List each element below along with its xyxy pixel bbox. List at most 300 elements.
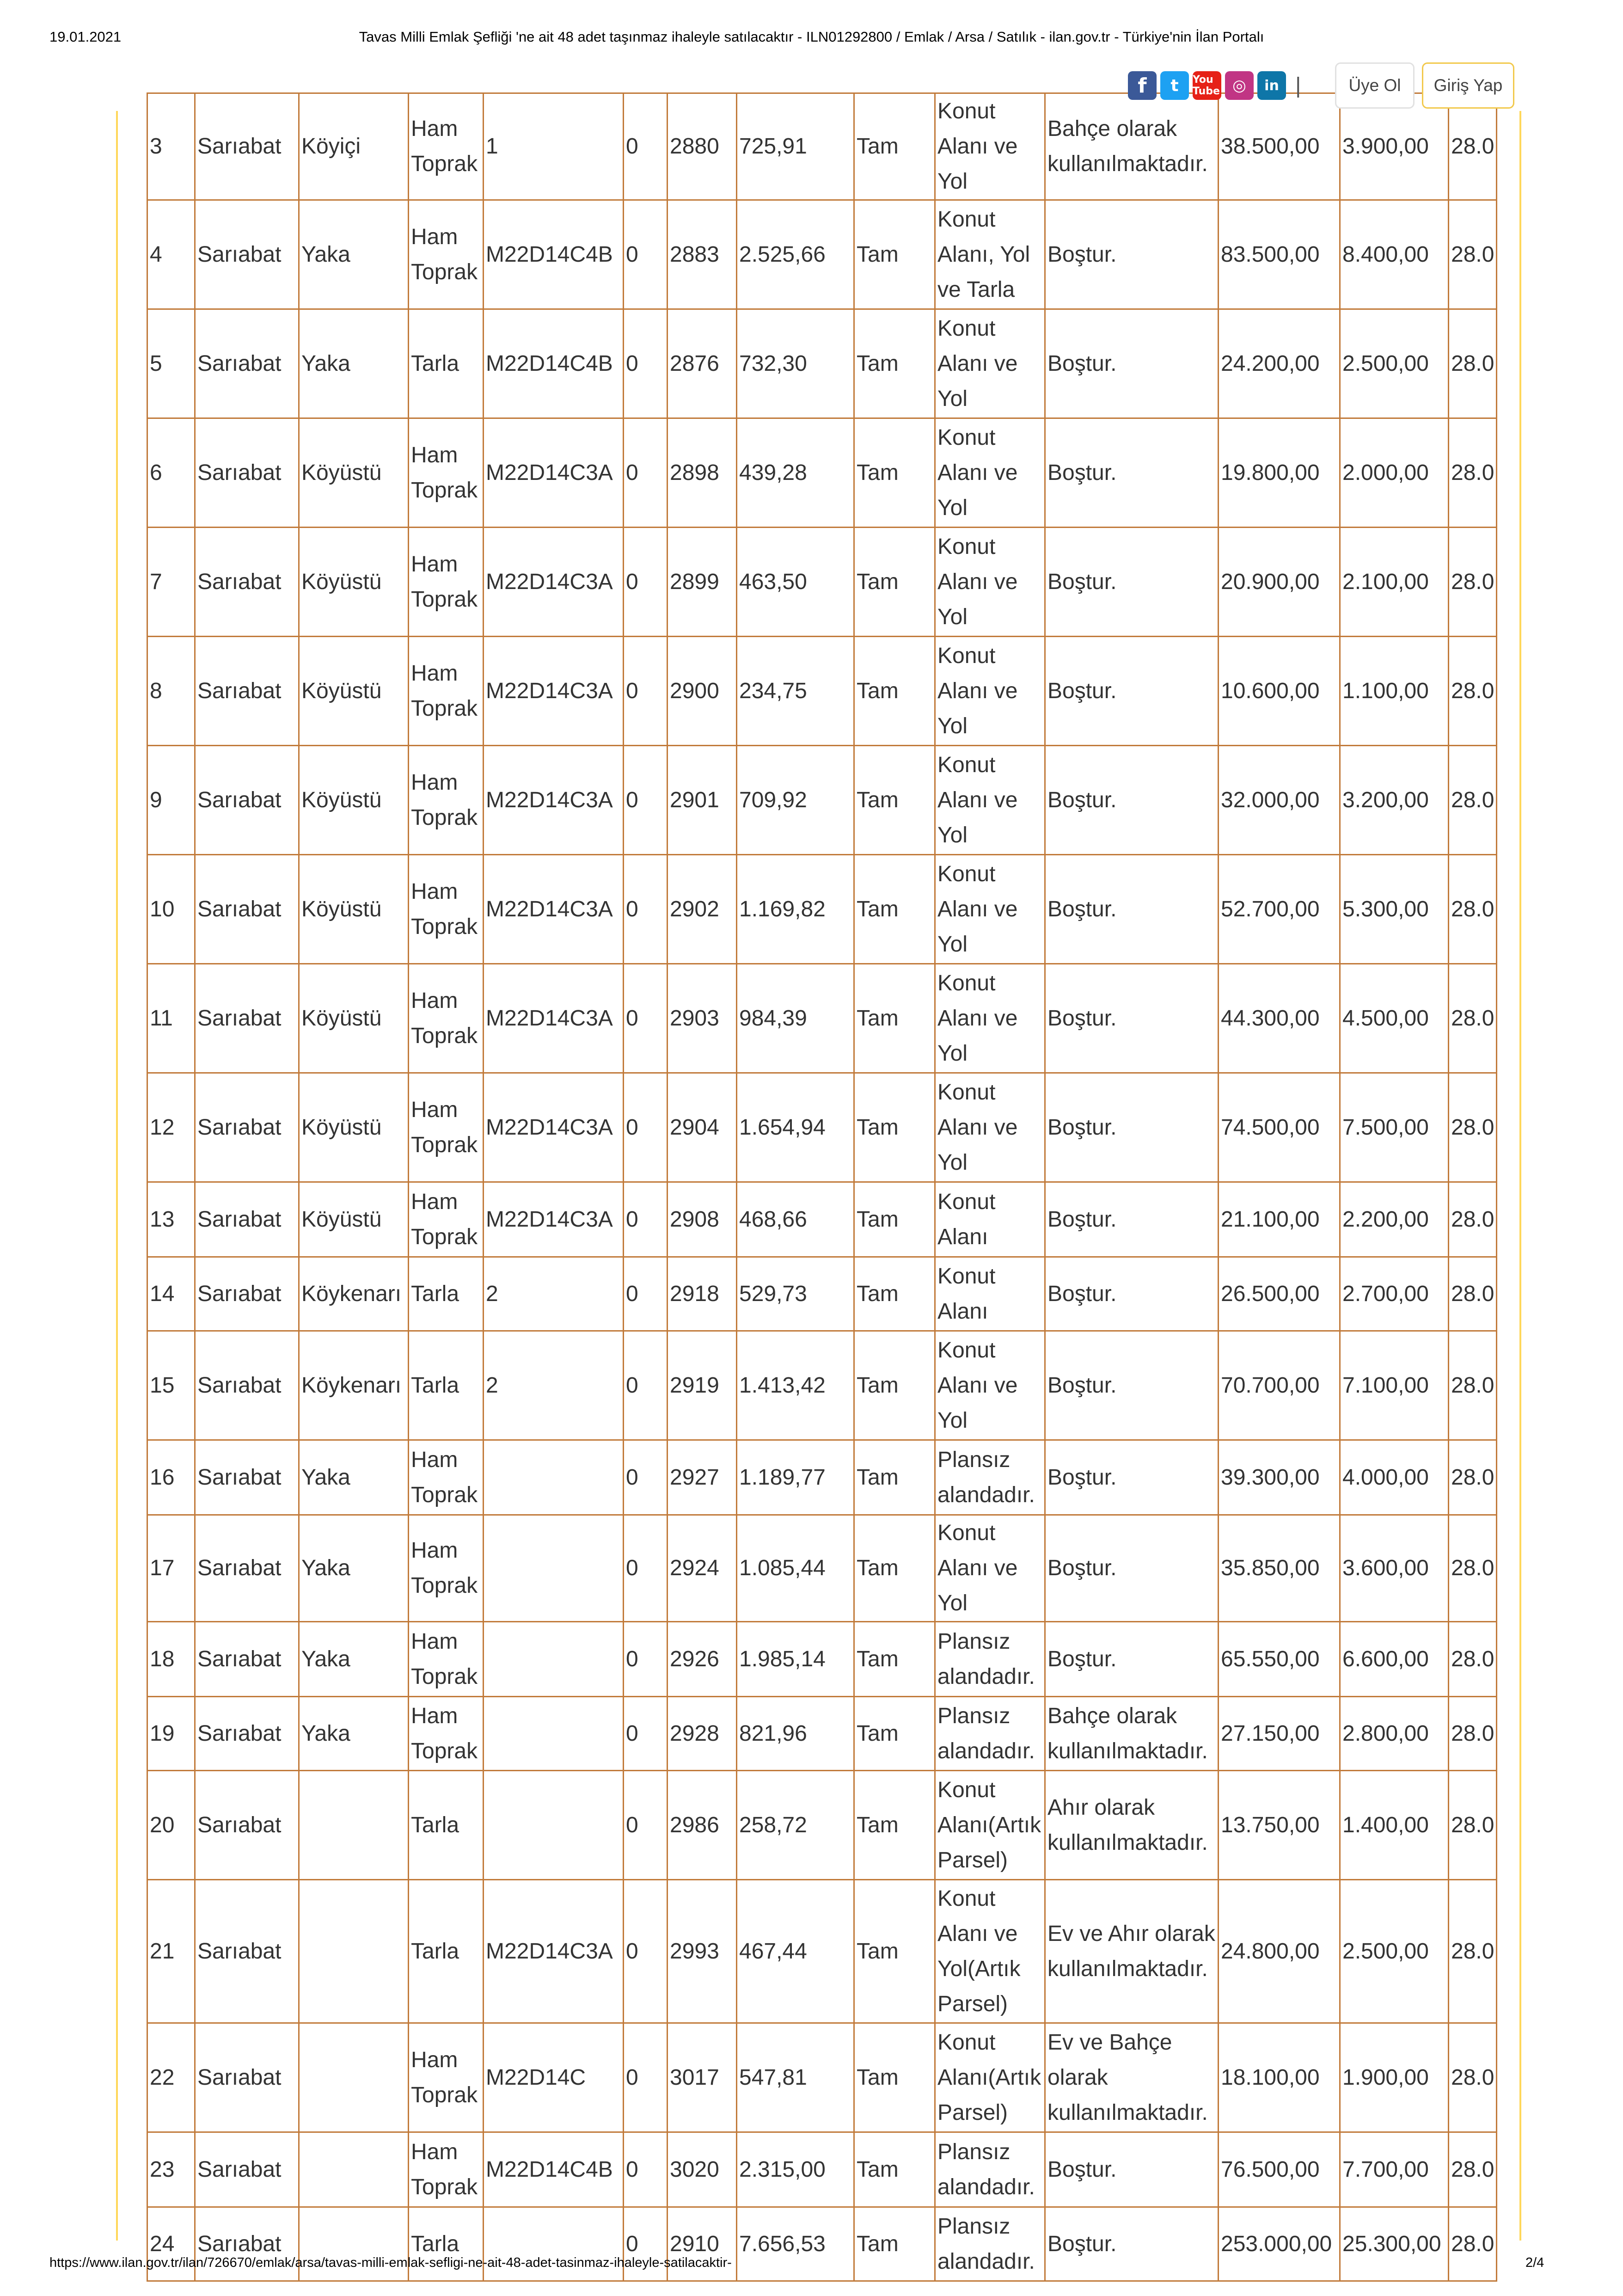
cell-area: 463,50 — [737, 528, 854, 637]
cell-sheet — [484, 1440, 624, 1515]
cell-share: Tam — [854, 1880, 935, 2023]
cell-date: 28.0 — [1449, 964, 1497, 1073]
cell-locality — [299, 1880, 409, 2023]
cell-village: Sarıabat — [195, 1880, 299, 2023]
cell-parcel: 2928 — [668, 1697, 737, 1771]
cell-share: Tam — [854, 637, 935, 746]
cell-block: 0 — [624, 1073, 668, 1182]
cell-date: 28.0 — [1449, 418, 1497, 528]
cell-parcel: 2898 — [668, 418, 737, 528]
print-page-number: 2/4 — [1525, 2255, 1544, 2270]
cell-block: 0 — [624, 2207, 668, 2281]
cell-block: 0 — [624, 1771, 668, 1880]
cell-price: 24.200,00 — [1219, 309, 1340, 418]
cell-deposit: 2.100,00 — [1340, 528, 1449, 637]
cell-no: 3 — [147, 93, 195, 200]
cell-zoning: Konut Alanı — [935, 1257, 1045, 1331]
cell-quality: Ham Toprak — [409, 1440, 484, 1515]
cell-village: Sarıabat — [195, 93, 299, 200]
cell-parcel: 2903 — [668, 964, 737, 1073]
register-button[interactable]: Üye Ol — [1335, 62, 1415, 109]
cell-block: 0 — [624, 1515, 668, 1622]
cell-price: 76.500,00 — [1219, 2132, 1340, 2207]
table-row — [147, 1880, 1497, 2023]
cell-sheet: M22D14C3A — [484, 1073, 624, 1182]
cell-sheet — [484, 1622, 624, 1697]
login-button[interactable]: Giriş Yap — [1422, 62, 1514, 109]
cell-zoning: Konut Alanı ve Yol — [935, 528, 1045, 637]
cell-locality — [299, 2023, 409, 2132]
table-row — [147, 2023, 1497, 2132]
cell-locality — [299, 1771, 409, 1880]
cell-block: 0 — [624, 1440, 668, 1515]
cell-quality: Tarla — [409, 1331, 484, 1440]
cell-share: Tam — [854, 2023, 935, 2132]
cell-share: Tam — [854, 964, 935, 1073]
cell-parcel: 2910 — [668, 2207, 737, 2281]
cell-area: 732,30 — [737, 309, 854, 418]
cell-date: 28.0 — [1449, 1073, 1497, 1182]
cell-status: Boştur. — [1045, 528, 1219, 637]
cell-deposit: 1.400,00 — [1340, 1771, 1449, 1880]
cell-locality: Köyüstü — [299, 1182, 409, 1257]
cell-price: 32.000,00 — [1219, 746, 1340, 855]
cell-block: 0 — [624, 2132, 668, 2207]
cell-locality: Yaka — [299, 1515, 409, 1622]
cell-village: Sarıabat — [195, 1697, 299, 1771]
cell-price: 20.900,00 — [1219, 528, 1340, 637]
cell-deposit: 2.500,00 — [1340, 309, 1449, 418]
cell-zoning: Plansız alandadır. — [935, 2132, 1045, 2207]
cell-area: 1.413,42 — [737, 1331, 854, 1440]
cell-date: 28.0 — [1449, 528, 1497, 637]
cell-block: 0 — [624, 855, 668, 964]
table-row — [147, 2132, 1497, 2207]
cell-share: Tam — [854, 746, 935, 855]
cell-sheet — [484, 1515, 624, 1622]
cell-price: 13.750,00 — [1219, 1771, 1340, 1880]
cell-block: 0 — [624, 1697, 668, 1771]
cell-parcel: 2900 — [668, 637, 737, 746]
cell-deposit: 1.900,00 — [1340, 2023, 1449, 2132]
print-url: https://www.ilan.gov.tr/ilan/726670/emlak/arsa/tavas-milli-emlak-sefligi-ne-ait-48-adet-tasinmaz-ihaleyle-satilacaktir- — [49, 2255, 732, 2270]
cell-zoning: Konut Alanı ve Yol — [935, 418, 1045, 528]
cell-deposit: 7.100,00 — [1340, 1331, 1449, 1440]
cell-locality: Köyüstü — [299, 964, 409, 1073]
cell-sheet: 2 — [484, 1331, 624, 1440]
cell-quality: Ham Toprak — [409, 1622, 484, 1697]
cell-price: 26.500,00 — [1219, 1257, 1340, 1331]
table-row — [147, 1257, 1497, 1331]
social-separator: | — [1295, 73, 1301, 98]
parcel-table — [147, 92, 1497, 2282]
cell-quality: Ham Toprak — [409, 418, 484, 528]
cell-area: 2.525,66 — [737, 200, 854, 309]
cell-locality: Yaka — [299, 1697, 409, 1771]
cell-zoning: Konut Alanı ve Yol(Artık Parsel) — [935, 1880, 1045, 2023]
cell-date: 28.0 — [1449, 2132, 1497, 2207]
cell-village: Sarıabat — [195, 2207, 299, 2281]
cell-status: Boştur. — [1045, 1515, 1219, 1622]
cell-date: 28.0 — [1449, 746, 1497, 855]
cell-quality: Ham Toprak — [409, 1515, 484, 1622]
cell-deposit: 2.500,00 — [1340, 1880, 1449, 2023]
cell-share: Tam — [854, 2207, 935, 2281]
cell-price: 70.700,00 — [1219, 1331, 1340, 1440]
cell-share: Tam — [854, 1771, 935, 1880]
cell-sheet: M22D14C4B — [484, 200, 624, 309]
cell-quality: Tarla — [409, 2207, 484, 2281]
cell-price: 83.500,00 — [1219, 200, 1340, 309]
cell-no: 10 — [147, 855, 195, 964]
cell-block: 0 — [624, 1331, 668, 1440]
cell-block: 0 — [624, 746, 668, 855]
cell-locality: Yaka — [299, 1622, 409, 1697]
cell-no: 22 — [147, 2023, 195, 2132]
table-row — [147, 1697, 1497, 1771]
cell-price: 27.150,00 — [1219, 1697, 1340, 1771]
cell-sheet: M22D14C4B — [484, 2132, 624, 2207]
cell-price: 38.500,00 — [1219, 93, 1340, 200]
cell-no: 15 — [147, 1331, 195, 1440]
cell-status: Boştur. — [1045, 2132, 1219, 2207]
cell-parcel: 2924 — [668, 1515, 737, 1622]
cell-status: Boştur. — [1045, 1440, 1219, 1515]
cell-status: Boştur. — [1045, 200, 1219, 309]
cell-status: Boştur. — [1045, 2207, 1219, 2281]
table-row — [147, 964, 1497, 1073]
cell-sheet: M22D14C — [484, 2023, 624, 2132]
cell-sheet: 2 — [484, 1257, 624, 1331]
cell-date: 28.0 — [1449, 2207, 1497, 2281]
cell-locality: Köyüstü — [299, 418, 409, 528]
cell-no: 4 — [147, 200, 195, 309]
cell-area: 7.656,53 — [737, 2207, 854, 2281]
cell-block: 0 — [624, 93, 668, 200]
cell-sheet: M22D14C3A — [484, 528, 624, 637]
cell-no: 14 — [147, 1257, 195, 1331]
cell-parcel: 2883 — [668, 200, 737, 309]
print-header — [0, 0, 1623, 65]
cell-block: 0 — [624, 2023, 668, 2132]
cell-status: Boştur. — [1045, 964, 1219, 1073]
cell-no: 19 — [147, 1697, 195, 1771]
cell-village: Sarıabat — [195, 1182, 299, 1257]
youtube-icon[interactable]: You Tube — [1193, 71, 1221, 100]
cell-zoning: Konut Alanı(Artık Parsel) — [935, 2023, 1045, 2132]
cell-no: 24 — [147, 2207, 195, 2281]
cell-block: 0 — [624, 964, 668, 1073]
cell-area: 1.654,94 — [737, 1073, 854, 1182]
cell-area: 1.189,77 — [737, 1440, 854, 1515]
cell-sheet: M22D14C3A — [484, 1880, 624, 2023]
print-footer — [0, 2247, 1623, 2296]
cell-share: Tam — [854, 855, 935, 964]
cell-locality: Köyüstü — [299, 855, 409, 964]
table-row — [147, 1515, 1497, 1622]
table-row — [147, 309, 1497, 418]
cell-status: Bahçe olarak kullanılmaktadır. — [1045, 1697, 1219, 1771]
cell-status: Boştur. — [1045, 309, 1219, 418]
cell-sheet: M22D14C3A — [484, 1182, 624, 1257]
cell-share: Tam — [854, 1073, 935, 1182]
cell-deposit: 4.500,00 — [1340, 964, 1449, 1073]
cell-date: 28.0 — [1449, 1697, 1497, 1771]
cell-parcel: 2919 — [668, 1331, 737, 1440]
cell-sheet: M22D14C3A — [484, 855, 624, 964]
cell-block: 0 — [624, 200, 668, 309]
cell-date: 28.0 — [1449, 93, 1497, 200]
cell-block: 0 — [624, 1182, 668, 1257]
cell-area: 547,81 — [737, 2023, 854, 2132]
instagram-icon[interactable]: ◎ — [1225, 71, 1254, 100]
table-row — [147, 1073, 1497, 1182]
cell-price: 52.700,00 — [1219, 855, 1340, 964]
cell-village: Sarıabat — [195, 1073, 299, 1182]
cell-share: Tam — [854, 1440, 935, 1515]
cell-deposit: 2.000,00 — [1340, 418, 1449, 528]
cell-zoning: Konut Alanı(Artık Parsel) — [935, 1771, 1045, 1880]
cell-share: Tam — [854, 93, 935, 200]
cell-deposit: 5.300,00 — [1340, 855, 1449, 964]
cell-zoning: Konut Alanı ve Yol — [935, 1331, 1045, 1440]
cell-village: Sarıabat — [195, 2023, 299, 2132]
cell-quality: Ham Toprak — [409, 746, 484, 855]
cell-block: 0 — [624, 1257, 668, 1331]
cell-date: 28.0 — [1449, 2023, 1497, 2132]
cell-no: 6 — [147, 418, 195, 528]
cell-status: Ev ve Bahçe olarak kullanılmaktadır. — [1045, 2023, 1219, 2132]
cell-price: 18.100,00 — [1219, 2023, 1340, 2132]
cell-parcel: 2986 — [668, 1771, 737, 1880]
cell-deposit: 7.500,00 — [1340, 1073, 1449, 1182]
cell-area: 2.315,00 — [737, 2132, 854, 2207]
cell-area: 258,72 — [737, 1771, 854, 1880]
table-row — [147, 418, 1497, 528]
cell-share: Tam — [854, 1697, 935, 1771]
cell-zoning: Konut Alanı ve Yol — [935, 1515, 1045, 1622]
cell-share: Tam — [854, 528, 935, 637]
cell-date: 28.0 — [1449, 637, 1497, 746]
cell-village: Sarıabat — [195, 746, 299, 855]
cell-price: 253.000,00 — [1219, 2207, 1340, 2281]
cell-deposit: 2.200,00 — [1340, 1182, 1449, 1257]
cell-locality: Köyüstü — [299, 746, 409, 855]
cell-status: Boştur. — [1045, 1331, 1219, 1440]
cell-area: 984,39 — [737, 964, 854, 1073]
cell-zoning: Plansız alandadır. — [935, 1440, 1045, 1515]
cell-zoning: Konut Alanı, Yol ve Tarla — [935, 200, 1045, 309]
cell-quality: Ham Toprak — [409, 855, 484, 964]
cell-share: Tam — [854, 309, 935, 418]
cell-deposit: 25.300,00 — [1340, 2207, 1449, 2281]
cell-share: Tam — [854, 1257, 935, 1331]
cell-zoning: Plansız alandadır. — [935, 1622, 1045, 1697]
social-links — [1128, 69, 1301, 102]
cell-no: 9 — [147, 746, 195, 855]
cell-area: 468,66 — [737, 1182, 854, 1257]
cell-zoning: Konut Alanı ve Yol — [935, 964, 1045, 1073]
cell-locality: Köyüstü — [299, 637, 409, 746]
cell-parcel: 2993 — [668, 1880, 737, 2023]
cell-area: 439,28 — [737, 418, 854, 528]
cell-village: Sarıabat — [195, 1257, 299, 1331]
cell-date: 28.0 — [1449, 1515, 1497, 1622]
cell-area: 1.085,44 — [737, 1515, 854, 1622]
cell-deposit: 3.200,00 — [1340, 746, 1449, 855]
cell-no: 12 — [147, 1073, 195, 1182]
table-row — [147, 93, 1497, 200]
table-row — [147, 1771, 1497, 1880]
table-row — [147, 1331, 1497, 1440]
cell-no: 5 — [147, 309, 195, 418]
cell-village: Sarıabat — [195, 964, 299, 1073]
cell-village: Sarıabat — [195, 1515, 299, 1622]
cell-area: 821,96 — [737, 1697, 854, 1771]
cell-zoning: Konut Alanı ve Yol — [935, 1073, 1045, 1182]
cell-no: 23 — [147, 2132, 195, 2207]
cell-zoning: Plansız alandadır. — [935, 2207, 1045, 2281]
cell-sheet: M22D14C3A — [484, 418, 624, 528]
cell-date: 28.0 — [1449, 1622, 1497, 1697]
cell-quality: Ham Toprak — [409, 1697, 484, 1771]
cell-quality: Ham Toprak — [409, 528, 484, 637]
cell-price: 35.850,00 — [1219, 1515, 1340, 1622]
cell-block: 0 — [624, 1622, 668, 1697]
cell-price: 19.800,00 — [1219, 418, 1340, 528]
cell-deposit: 6.600,00 — [1340, 1622, 1449, 1697]
table-row — [147, 637, 1497, 746]
table-row — [147, 1182, 1497, 1257]
cell-no: 13 — [147, 1182, 195, 1257]
cell-no: 16 — [147, 1440, 195, 1515]
cell-quality: Ham Toprak — [409, 2132, 484, 2207]
cell-sheet — [484, 1697, 624, 1771]
cell-village: Sarıabat — [195, 1331, 299, 1440]
cell-block: 0 — [624, 418, 668, 528]
cell-quality: Tarla — [409, 1771, 484, 1880]
table-row — [147, 855, 1497, 964]
cell-parcel: 2899 — [668, 528, 737, 637]
cell-quality: Ham Toprak — [409, 637, 484, 746]
table-row — [147, 528, 1497, 637]
cell-locality: Köykenarı — [299, 1331, 409, 1440]
facebook-icon[interactable]: f — [1128, 71, 1157, 100]
cell-zoning: Konut Alanı ve Yol — [935, 746, 1045, 855]
cell-parcel: 3017 — [668, 2023, 737, 2132]
cell-locality: Köyiçi — [299, 93, 409, 200]
cell-share: Tam — [854, 200, 935, 309]
cell-no: 7 — [147, 528, 195, 637]
cell-locality: Köykenarı — [299, 1257, 409, 1331]
cell-price: 21.100,00 — [1219, 1182, 1340, 1257]
cell-village: Sarıabat — [195, 1440, 299, 1515]
table-row — [147, 1622, 1497, 1697]
cell-status: Ahır olarak kullanılmaktadır. — [1045, 1771, 1219, 1880]
print-page-title: Tavas Milli Emlak Şefliği 'ne ait 48 adet taşınmaz ihaleyle satılacaktır - ILN01292800 / Emlak / Arsa / Satılık - ilan.gov.tr - Türkiye'nin İlan Portalı — [359, 29, 1264, 45]
cell-deposit: 2.700,00 — [1340, 1257, 1449, 1331]
cell-area: 467,44 — [737, 1880, 854, 2023]
cell-deposit: 1.100,00 — [1340, 637, 1449, 746]
cell-sheet: M22D14C3A — [484, 637, 624, 746]
cell-area: 234,75 — [737, 637, 854, 746]
cell-quality: Tarla — [409, 1257, 484, 1331]
cell-parcel: 2876 — [668, 309, 737, 418]
cell-status: Ev ve Ahır olarak kullanılmaktadır. — [1045, 1880, 1219, 2023]
cell-status: Bahçe olarak kullanılmaktadır. — [1045, 93, 1219, 200]
cell-no: 18 — [147, 1622, 195, 1697]
cell-share: Tam — [854, 418, 935, 528]
cell-deposit: 4.000,00 — [1340, 1440, 1449, 1515]
cell-locality: Yaka — [299, 200, 409, 309]
cell-price: 39.300,00 — [1219, 1440, 1340, 1515]
cell-area: 1.985,14 — [737, 1622, 854, 1697]
cell-price: 74.500,00 — [1219, 1073, 1340, 1182]
cell-date: 28.0 — [1449, 1182, 1497, 1257]
cell-deposit: 2.800,00 — [1340, 1697, 1449, 1771]
cell-share: Tam — [854, 1622, 935, 1697]
cell-no: 17 — [147, 1515, 195, 1622]
cell-status: Boştur. — [1045, 1622, 1219, 1697]
cell-sheet: M22D14C4B — [484, 309, 624, 418]
cell-share: Tam — [854, 1515, 935, 1622]
cell-quality: Tarla — [409, 1880, 484, 2023]
cell-quality: Ham Toprak — [409, 964, 484, 1073]
cell-deposit: 8.400,00 — [1340, 200, 1449, 309]
table-row — [147, 1440, 1497, 1515]
cell-date: 28.0 — [1449, 1331, 1497, 1440]
cell-price: 44.300,00 — [1219, 964, 1340, 1073]
cell-locality: Yaka — [299, 1440, 409, 1515]
cell-share: Tam — [854, 1182, 935, 1257]
cell-area: 529,73 — [737, 1257, 854, 1331]
cell-status: Boştur. — [1045, 746, 1219, 855]
cell-price: 24.800,00 — [1219, 1880, 1340, 2023]
cell-sheet: M22D14C3A — [484, 964, 624, 1073]
cell-price: 65.550,00 — [1219, 1622, 1340, 1697]
cell-deposit: 3.600,00 — [1340, 1515, 1449, 1622]
cell-status: Boştur. — [1045, 855, 1219, 964]
cell-quality: Ham Toprak — [409, 1182, 484, 1257]
cell-village: Sarıabat — [195, 855, 299, 964]
cell-parcel: 2904 — [668, 1073, 737, 1182]
parcel-table-body — [147, 93, 1497, 2281]
cell-parcel: 2926 — [668, 1622, 737, 1697]
cell-village: Sarıabat — [195, 637, 299, 746]
cell-status: Boştur. — [1045, 1257, 1219, 1331]
cell-village: Sarıabat — [195, 1771, 299, 1880]
cell-locality: Köyüstü — [299, 528, 409, 637]
cell-no: 11 — [147, 964, 195, 1073]
cell-village: Sarıabat — [195, 309, 299, 418]
cell-no: 8 — [147, 637, 195, 746]
cell-share: Tam — [854, 1331, 935, 1440]
table-row — [147, 200, 1497, 309]
cell-village: Sarıabat — [195, 1622, 299, 1697]
cell-parcel: 2908 — [668, 1182, 737, 1257]
cell-parcel: 2927 — [668, 1440, 737, 1515]
cell-zoning: Konut Alanı ve Yol — [935, 855, 1045, 964]
cell-zoning: Konut Alanı — [935, 1182, 1045, 1257]
cell-zoning: Konut Alanı ve Yol — [935, 309, 1045, 418]
cell-deposit: 3.900,00 — [1340, 93, 1449, 200]
cell-block: 0 — [624, 1880, 668, 2023]
cell-village: Sarıabat — [195, 418, 299, 528]
twitter-icon[interactable]: t — [1160, 71, 1189, 100]
cell-no: 21 — [147, 1880, 195, 2023]
linkedin-icon[interactable]: in — [1257, 71, 1286, 100]
cell-parcel: 2902 — [668, 855, 737, 964]
